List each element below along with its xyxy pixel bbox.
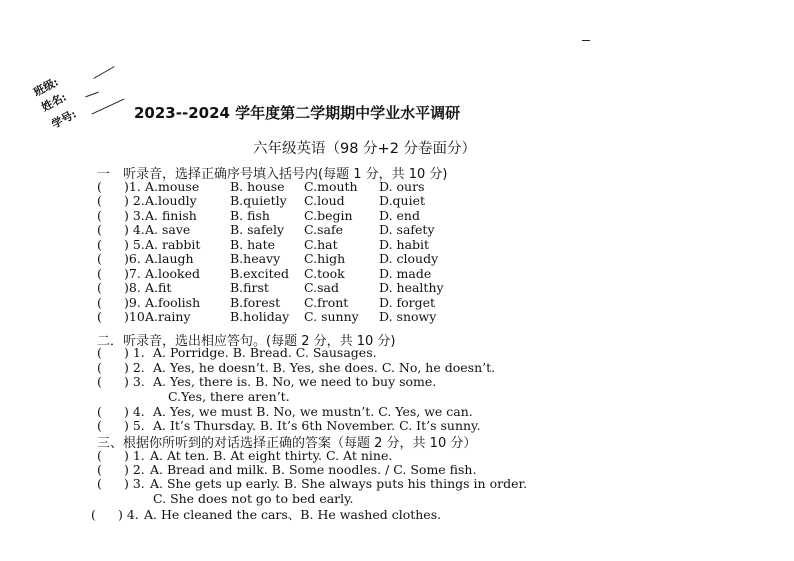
- option-d: D. safety: [379, 222, 435, 237]
- section3-heading: 三、根据你所听到的对话选择正确的答案（每题 2 分，共 10 分）: [97, 436, 477, 451]
- question-number: )9.: [124, 295, 141, 310]
- question-row: [0, 476, 794, 491]
- question-row: [0, 491, 794, 506]
- section1-heading: 一 听录音，选择正确序号填入括号内(每题 1 分，共 10 分): [97, 167, 448, 182]
- option-a: A.loudly: [145, 193, 197, 208]
- option-c: C.hat: [304, 237, 338, 252]
- question-row: [0, 389, 794, 404]
- exam-title: 2023--2024 学年度第二学期期中学业水平调研: [134, 104, 461, 122]
- answer-bracket: (: [97, 462, 102, 477]
- student-number-label: 学号:: [49, 107, 79, 132]
- question-row: [0, 208, 794, 223]
- question-options: A. Porridge. B. Bread. C. Sausages.: [153, 345, 377, 360]
- question-options: A. Yes, he doesn’t. B. Yes, she does. C. No, he doesn’t.: [153, 360, 496, 375]
- question-number: ) 1.: [124, 345, 145, 360]
- option-b: B.heavy: [230, 251, 281, 266]
- option-a: A.looked: [145, 266, 201, 281]
- question-row: [0, 448, 794, 463]
- question-row: [0, 280, 794, 295]
- handwritten-mark: [91, 98, 124, 114]
- option-a: A.rainy: [145, 309, 191, 324]
- question-options: C.Yes, there aren’t.: [168, 389, 290, 404]
- answer-bracket: (: [97, 208, 102, 223]
- question-options: C. She does not go to bed early.: [153, 491, 354, 506]
- class-label: 班级:: [31, 75, 61, 100]
- question-number: )1.: [124, 179, 141, 194]
- question-number: ) 5.: [124, 237, 145, 252]
- answer-bracket: (: [97, 476, 102, 491]
- option-d: D. ours: [379, 179, 425, 194]
- question-row: [0, 374, 794, 389]
- question-row: [0, 222, 794, 237]
- answer-bracket: (: [97, 280, 102, 295]
- handwritten-mark: [85, 92, 98, 98]
- option-a: A.foolish: [145, 295, 201, 310]
- question-options: A. At ten. B. At eight thirty. C. At nine.: [150, 448, 393, 463]
- question-number: ) 3.: [124, 476, 145, 491]
- answer-bracket: (: [97, 309, 102, 324]
- question-number: ) 3.: [124, 374, 145, 389]
- answer-bracket: (: [97, 193, 102, 208]
- answer-bracket: (: [97, 266, 102, 281]
- question-options: A. She gets up early. B. She always puts his things in order.: [150, 476, 528, 491]
- question-row: [0, 360, 794, 375]
- answer-bracket: (: [97, 222, 102, 237]
- answer-bracket: (: [97, 251, 102, 266]
- question-number: ) 4.: [124, 222, 145, 237]
- question-number: ) 3.: [124, 208, 145, 223]
- option-a: A.fit: [145, 280, 172, 295]
- answer-bracket: (: [97, 360, 102, 375]
- question-row: [0, 507, 794, 522]
- answer-bracket: (: [97, 345, 102, 360]
- question-row: [0, 404, 794, 419]
- question-number: )6.: [124, 251, 141, 266]
- question-row: [0, 309, 794, 324]
- question-number: ) 4.: [124, 404, 145, 419]
- name-label: 姓名:: [39, 90, 69, 115]
- question-number: ) 4.: [118, 507, 139, 522]
- option-a: A.mouse: [145, 179, 200, 194]
- option-d: D. habit: [379, 237, 430, 252]
- option-d: D. healthy: [379, 280, 444, 295]
- option-c: C.front: [304, 295, 349, 310]
- question-options: A. Bread and milk. B. Some noodles. / C. Some fish.: [150, 462, 477, 477]
- question-number: ) 2.: [124, 360, 145, 375]
- option-c: C. sunny: [304, 309, 359, 324]
- option-c: C.loud: [304, 193, 345, 208]
- question-number: )7.: [124, 266, 141, 281]
- option-a: A. rabbit: [145, 237, 201, 252]
- question-row: [0, 179, 794, 194]
- question-row: [0, 418, 794, 433]
- exam-subtitle: 六年级英语（98 分+2 分卷面分）: [253, 141, 477, 157]
- question-number: )8.: [124, 280, 141, 295]
- question-row: [0, 345, 794, 360]
- option-d: D.quiet: [379, 193, 426, 208]
- question-row: [0, 237, 794, 252]
- option-d: D. forget: [379, 295, 436, 310]
- option-b: B. safely: [230, 222, 285, 237]
- option-b: B. hate: [230, 237, 276, 252]
- question-number: )10.: [124, 309, 149, 324]
- option-b: B.forest: [230, 295, 281, 310]
- question-number: ) 1.: [124, 448, 145, 463]
- option-a: A. finish: [145, 208, 197, 223]
- answer-bracket: (: [97, 179, 102, 194]
- answer-bracket: (: [97, 295, 102, 310]
- question-options: A. He cleaned the cars、B. He washed clothes.: [144, 507, 442, 522]
- option-a: A. save: [145, 222, 191, 237]
- question-number: ) 5.: [124, 418, 145, 433]
- question-row: [0, 251, 794, 266]
- question-options: A. It’s Thursday. B. It’s 6th November. C. It’s sunny.: [153, 418, 481, 433]
- question-number: ) 2.: [124, 462, 145, 477]
- option-c: C.high: [304, 251, 346, 266]
- option-d: D. cloudy: [379, 251, 439, 266]
- option-b: B.first: [230, 280, 269, 295]
- section2-heading: 二．听录音，选出相应答句。(每题 2 分，共 10 分): [97, 334, 396, 349]
- question-number: ) 2.: [124, 193, 145, 208]
- answer-bracket: (: [97, 418, 102, 433]
- option-c: C.sad: [304, 280, 339, 295]
- answer-bracket: (: [97, 404, 102, 419]
- question-row: [0, 462, 794, 477]
- question-options: A. Yes, we must B. No, we mustn’t. C. Yes, we can.: [153, 404, 473, 419]
- option-b: B.excited: [230, 266, 290, 281]
- question-options: A. Yes, there is. B. No, we need to buy some.: [153, 374, 437, 389]
- answer-bracket: (: [97, 374, 102, 389]
- option-a: A.laugh: [145, 251, 194, 266]
- option-c: C.mouth: [304, 179, 358, 194]
- option-b: B. house: [230, 179, 285, 194]
- question-row: [0, 193, 794, 208]
- option-b: B.quietly: [230, 193, 287, 208]
- handwritten-mark: [93, 66, 114, 79]
- answer-bracket: (: [97, 448, 102, 463]
- option-c: C.safe: [304, 222, 343, 237]
- option-c: C.took: [304, 266, 345, 281]
- question-row: [0, 266, 794, 281]
- option-c: C.begin: [304, 208, 353, 223]
- handwritten-mark: [582, 40, 590, 41]
- option-b: B.holiday: [230, 309, 290, 324]
- answer-bracket: (: [97, 237, 102, 252]
- option-d: D. snowy: [379, 309, 437, 324]
- option-b: B. fish: [230, 208, 270, 223]
- question-row: [0, 295, 794, 310]
- answer-bracket: (: [91, 507, 96, 522]
- option-d: D. end: [379, 208, 420, 223]
- option-d: D. made: [379, 266, 432, 281]
